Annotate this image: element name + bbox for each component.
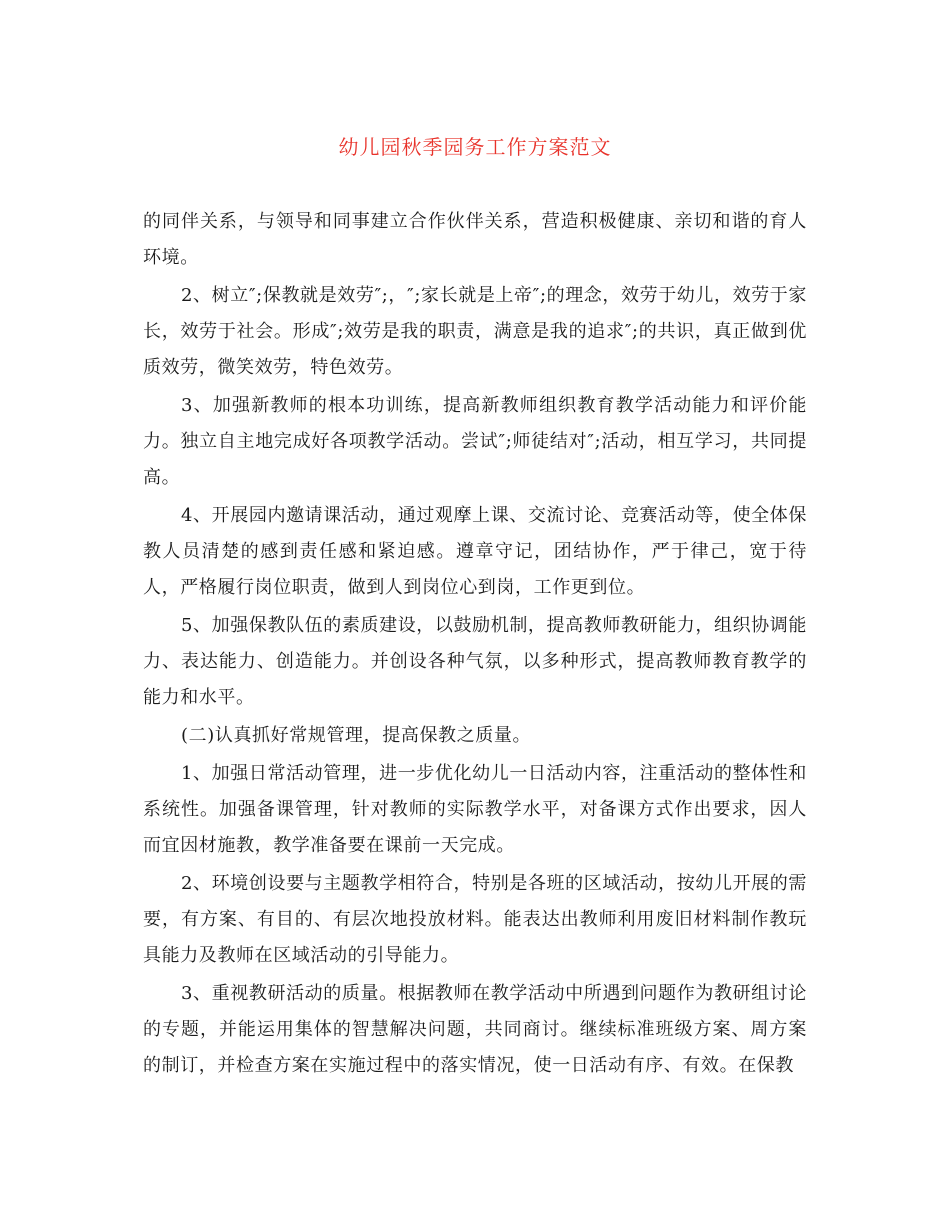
document-body (143, 204, 807, 1086)
paragraph-continuation: 的同伴关系，与领导和同事建立合作伙伴关系，营造积极健康、亲切和谐的育人环境。 (143, 211, 807, 268)
paragraph-item-3: 3、加强新教师的根本功训练，提高新教师组织教育教学活动能力和评价能力。独立自主地完成好各项教学活动。尝试″;师徒结对″;活动，相互学习，共同提高。 (143, 395, 807, 488)
section-heading-2: (二)认真抓好常规管理，提高保教之质量。 (181, 725, 532, 746)
document-title: 幼儿园秋季园务工作方案范文 (338, 135, 612, 159)
paragraph-item-4: 4、开展园内邀请课活动，通过观摩上课、交流讨论、竞赛活动等，使全体保教人员清楚的感到责任感和紧迫感。遵章守记，团结协作，严于律己，宽于待人，严格履行岗位职责，做到人到岗位心到岗，工作更到位。 (143, 505, 807, 598)
paragraph-section2-item-1: 1、加强日常活动管理，进一步优化幼儿一日活动内容，注重活动的整体性和系统性。加强备课管理，针对教师的实际教学水平，对备课方式作出要求，因人而宜因材施教，教学准备要在课前一天完成。 (143, 763, 807, 856)
paragraph-section2-item-3: 3、重视教研活动的质量。根据教师在教学活动中所遇到问题作为教研组讨论的专题，并能运用集体的智慧解决问题，共同商讨。继续标准班级方案、周方案的制订，并检查方案在实施过程中的落实情况，使一日活动有序、有效。在保教 (143, 983, 807, 1076)
paragraph-item-5: 5、加强保教队伍的素质建设，以鼓励机制，提高教师教研能力，组织协调能力、表达能力、创造能力。并创设各种气氛，以多种形式，提高教师教育教学的能力和水平。 (143, 615, 807, 708)
paragraph-item-2: 2、树立″;保教就是效劳″;，″;家长就是上帝″;的理念，效劳于幼儿，效劳于家长，效劳于社会。形成″;效劳是我的职责，满意是我的追求″;的共识，真正做到优质效劳，微笑效劳，特色效劳。 (143, 285, 808, 378)
paragraph-section2-item-2: 2、环境创设要与主题教学相符合，特别是各班的区域活动，按幼儿开展的需要，有方案、有目的、有层次地投放材料。能表达出教师利用废旧材料制作教玩具能力及教师在区域活动的引导能力。 (143, 873, 807, 966)
